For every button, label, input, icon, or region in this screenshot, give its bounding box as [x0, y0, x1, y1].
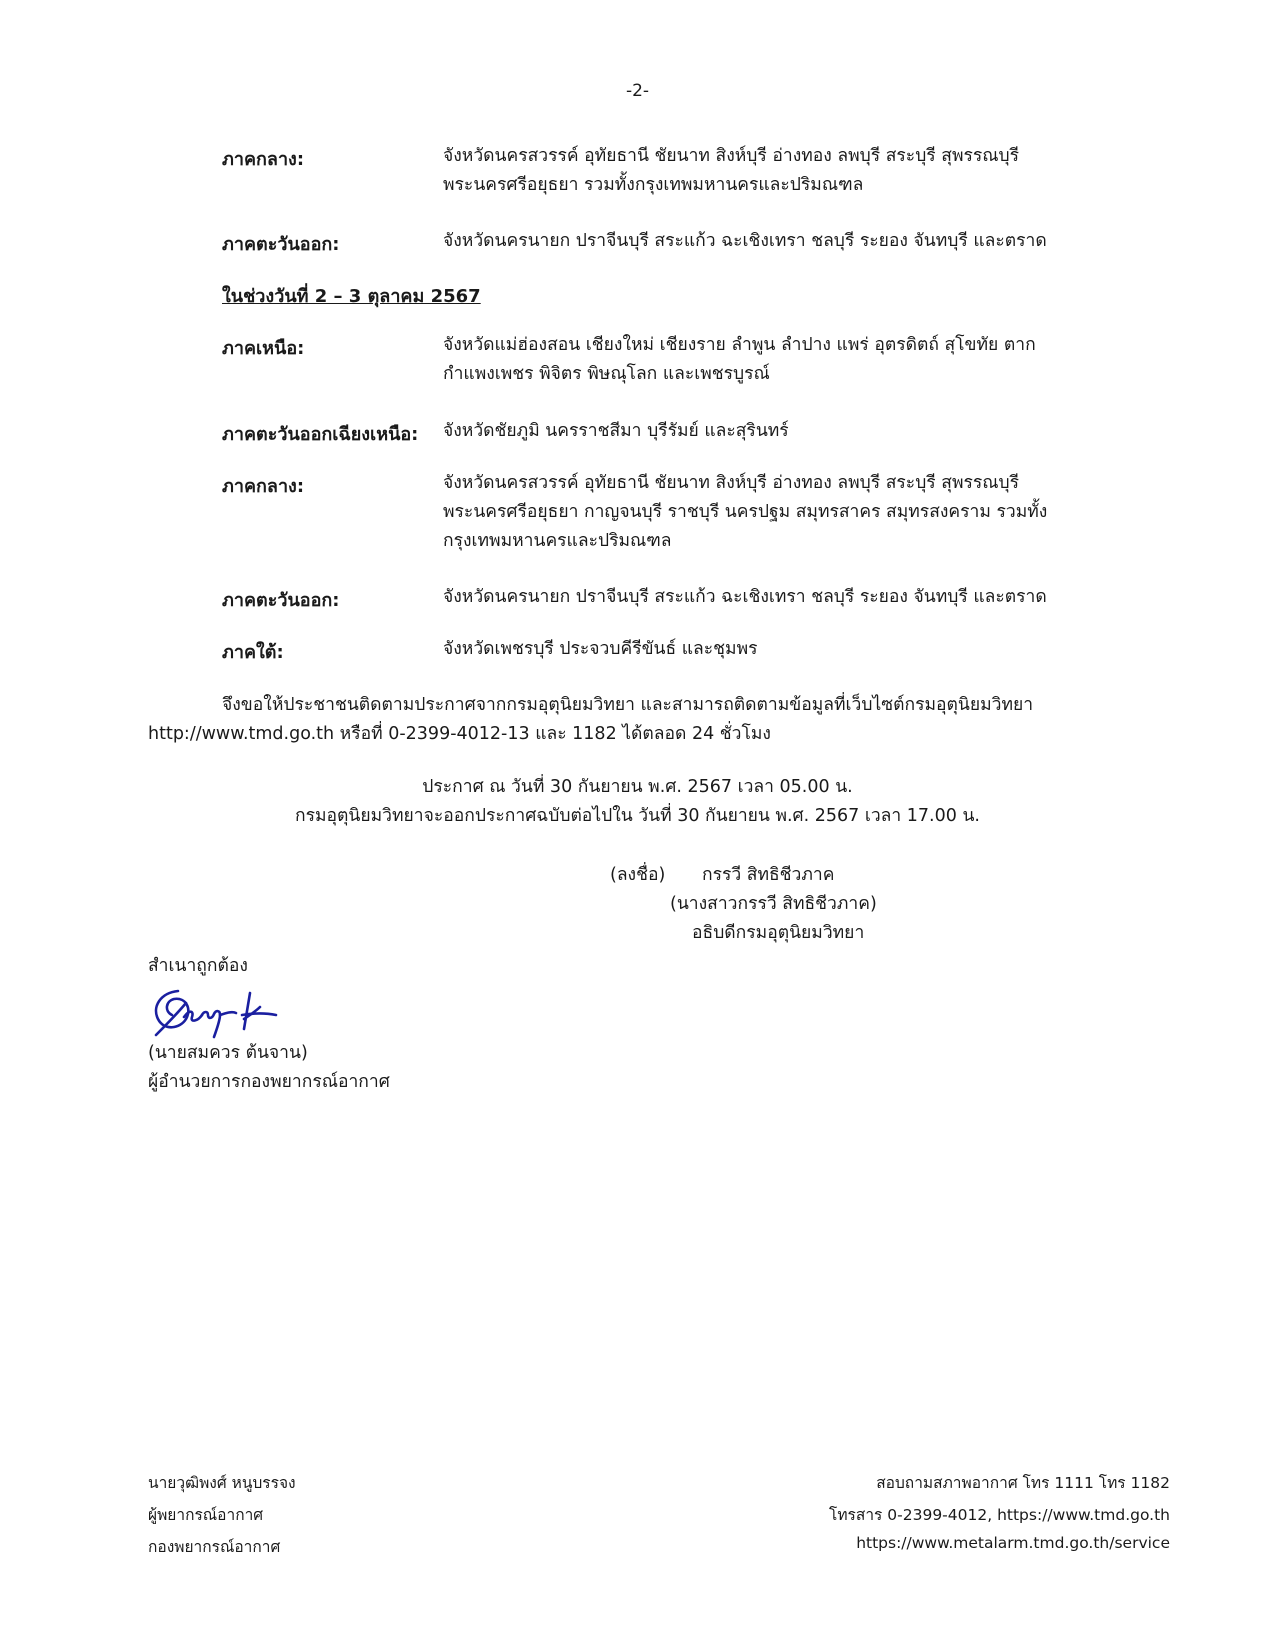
text-line: กรุงเทพมหานครและปริมณฑล [443, 531, 672, 551]
region-provinces-north [443, 331, 1143, 389]
section-heading: ในช่วงวันที่ 2 – 3 ตุลาคม 2567 [222, 286, 481, 307]
certified-position: ผู้อำนวยการกองพยากรณ์อากาศ [148, 1072, 390, 1092]
announcement-date: ประกาศ ณ วันที่ 30 กันยายน พ.ศ. 2567 เวลา 05.00 น. [422, 777, 853, 797]
region-label-central-2: ภาคกลาง: [222, 476, 305, 497]
text-line: จังหวัดนครนายก ปราจีนบุรี สระแก้ว ฉะเชิงเทรา ชลบุรี ระยอง จันทบุรี และตราด [443, 231, 1047, 251]
text-line: จังหวัดนครสวรรค์ อุทัยธานี ชัยนาท สิงห์บุรี อ่างทอง ลพบุรี สระบุรี สุพรรณบุรี [443, 473, 1020, 493]
certified-name: (นายสมควร ต้นจาน) [148, 1043, 308, 1063]
region-provinces-central-2 [443, 469, 1143, 556]
announcement-next: กรมอุตุนิยมวิทยาจะออกประกาศฉบับต่อไปใน วันที่ 30 กันยายน พ.ศ. 2567 เวลา 17.00 น. [295, 806, 980, 826]
text-line: จังหวัดนครสวรรค์ อุทัยธานี ชัยนาท สิงห์บุรี อ่างทอง ลพบุรี สระบุรี สุพรรณบุรี [443, 146, 1020, 166]
signed-prefix: (ลงชื่อ) [610, 865, 666, 885]
text-line: กำแพงเพชร พิจิตร พิษณุโลก และเพชรบูรณ์ [443, 364, 770, 384]
page-number: -2- [625, 81, 650, 101]
advice-line-1: จึงขอให้ประชาชนติดตามประกาศจากกรมอุตุนิยมวิทยา และสามารถติดตามข้อมูลที่เว็บไซต์กรมอุตุนิยมวิทยา [222, 695, 1034, 715]
region-label-south: ภาคใต้: [222, 642, 284, 663]
region-provinces-south [443, 635, 1143, 664]
region-label-northeast: ภาคตะวันออกเฉียงเหนือ: [222, 424, 419, 445]
text-line: พระนครศรีอยุธยา รวมทั้งกรุงเทพมหานครและปริมณฑล [443, 175, 864, 195]
text-line: จังหวัดนครนายก ปราจีนบุรี สระแก้ว ฉะเชิงเทรา ชลบุรี ระยอง จันทบุรี และตราด [443, 587, 1047, 607]
region-provinces-northeast [443, 417, 1143, 446]
footer-division: กองพยากรณ์อากาศ [148, 1538, 281, 1556]
region-provinces-east-2 [443, 583, 1143, 612]
certified-heading: สำเนาถูกต้อง [148, 956, 248, 976]
region-label-east-1: ภาคตะวันออก: [222, 234, 340, 255]
region-provinces-central-1 [443, 142, 1143, 200]
region-label-north: ภาคเหนือ: [222, 338, 305, 359]
signatory-full-name: (นางสาวกรรวี สิทธิชีวภาค) [670, 894, 877, 914]
text-line: จังหวัดชัยภูมิ นครราชสีมา บุรีรัมย์ และสุรินทร์ [443, 421, 789, 441]
handwritten-signature [150, 985, 280, 1043]
footer-forecaster-title: ผู้พยากรณ์อากาศ [148, 1506, 264, 1524]
region-provinces-east-1 [443, 227, 1143, 256]
signed-name: กรรวี สิทธิชีวภาค [702, 865, 835, 885]
text-line: จังหวัดแม่ฮ่องสอน เชียงใหม่ เชียงราย ลำพูน ลำปาง แพร่ อุตรดิตถ์ สุโขทัย ตาก [443, 335, 1036, 355]
text-line: พระนครศรีอยุธยา กาญจนบุรี ราชบุรี นครปฐม สมุทรสาคร สมุทรสงคราม รวมทั้ง [443, 502, 1048, 522]
signatory-position: อธิบดีกรมอุตุนิยมวิทยา [692, 923, 865, 943]
footer-service-link[interactable]: https://www.metalarm.tmd.go.th/service [856, 1534, 1170, 1552]
footer-hotline: สอบถามสภาพอากาศ โทร 1111 โทร 1182 [876, 1474, 1170, 1492]
region-label-central-1: ภาคกลาง: [222, 149, 305, 170]
footer-forecaster-name: นายวุฒิพงศ์ หนูบรรจง [148, 1474, 296, 1492]
footer-fax-website: โทรสาร 0-2399-4012, https://www.tmd.go.th [829, 1506, 1170, 1524]
text-line: จังหวัดเพชรบุรี ประจวบคีรีขันธ์ และชุมพร [443, 639, 758, 659]
advice-line-2: http://www.tmd.go.th หรือที่ 0-2399-4012-13 และ 1182 ได้ตลอด 24 ชั่วโมง [148, 724, 771, 744]
region-label-east-2: ภาคตะวันออก: [222, 590, 340, 611]
